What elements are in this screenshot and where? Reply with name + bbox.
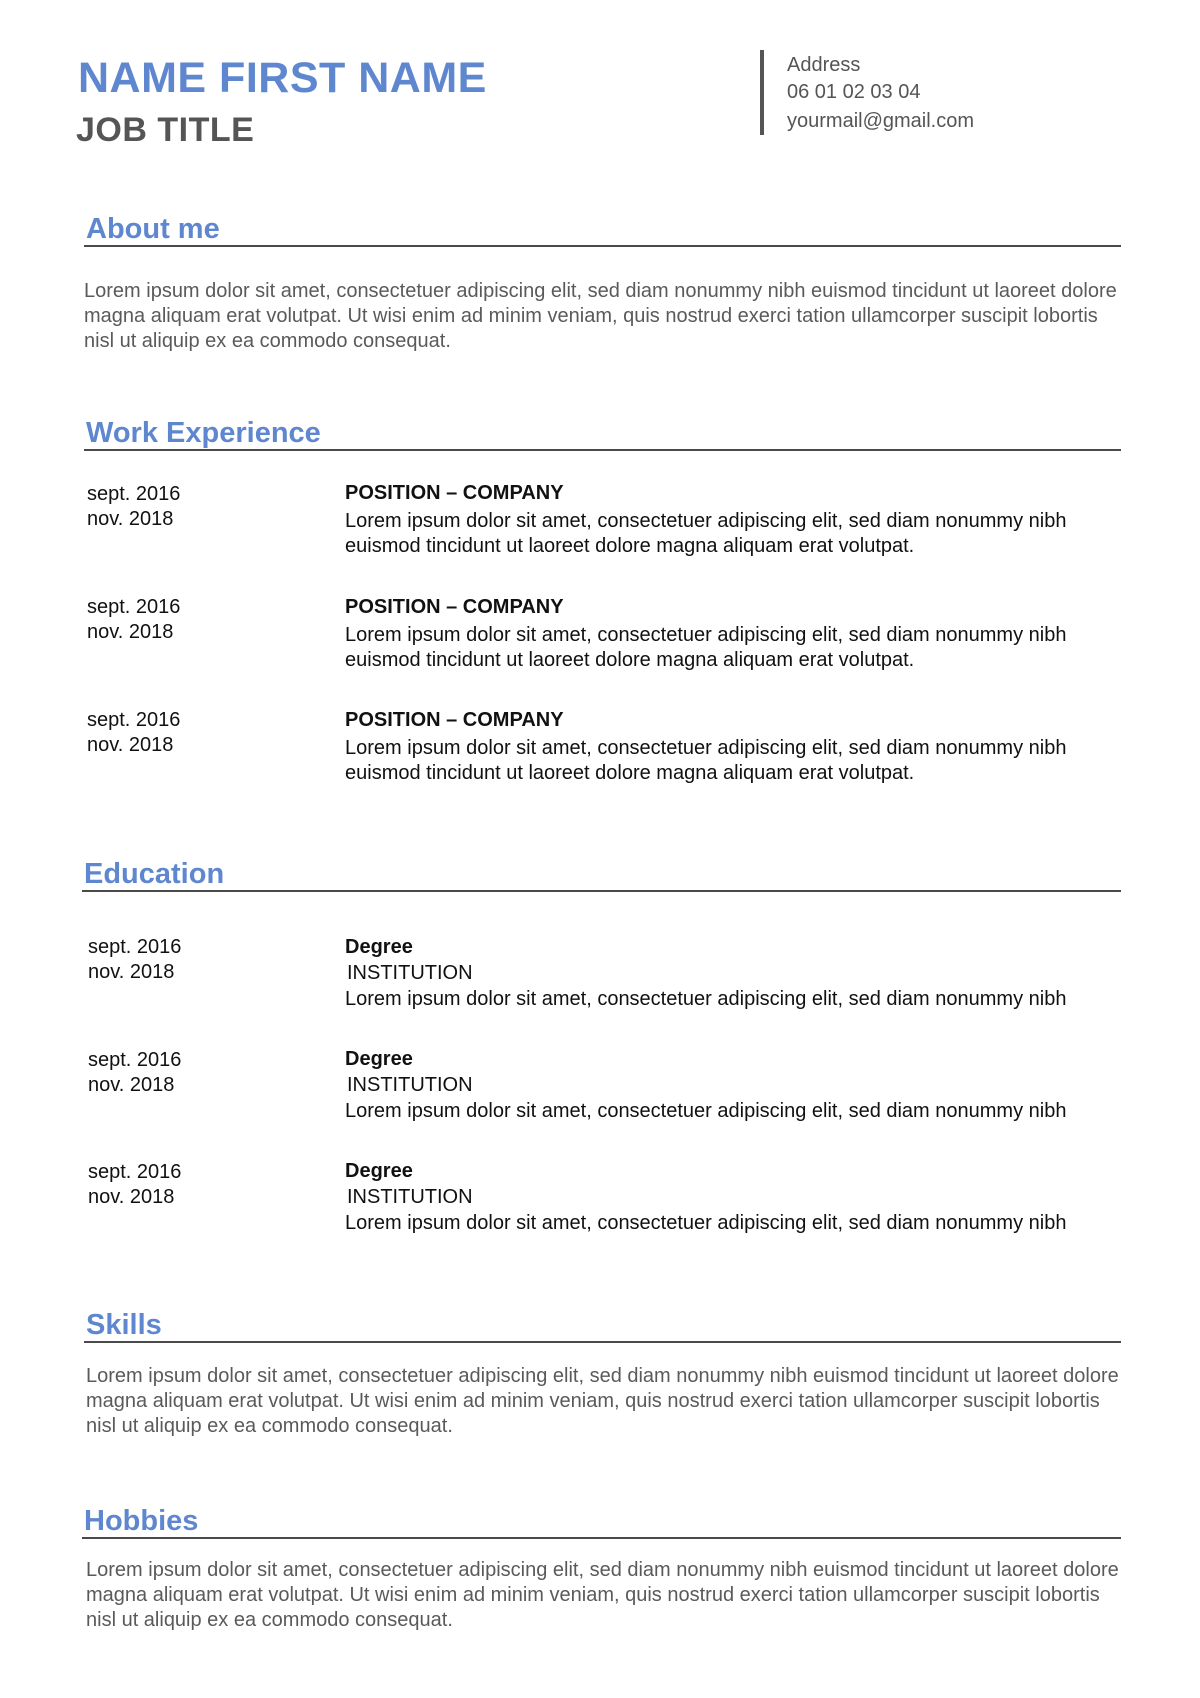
skills-title: Skills [86,1309,162,1341]
work-date [87,482,180,532]
hobbies-title: Hobbies [84,1505,199,1537]
work-description: Lorem ipsum dolor sit amet, consectetuer adipiscing elit, sed diam nonummy nibh euismod tincidunt ut laoreet dolore magna aliquam erat volutpat. [345,737,1067,784]
about-title: About me [86,213,220,245]
job-title: JOB TITLE [76,111,255,149]
work-title: Work Experience [86,417,321,449]
phone: 06 01 02 03 04 [787,81,921,103]
work-date [87,708,180,758]
education-entry [345,934,1145,1012]
education-description: Lorem ipsum dolor sit amet, consectetuer adipiscing elit, sed diam nonummy nibh [345,1100,1067,1122]
work-end: nov. 2018 [87,734,174,756]
education-degree: Degree [345,1160,413,1182]
about-rule [84,245,1121,247]
work-entry [345,595,1115,673]
education-entry [345,1046,1145,1124]
about-text: Lorem ipsum dolor sit amet, consectetuer adipiscing elit, sed diam nonummy nibh euismod tincidunt ut laoreet dolore magna aliquam erat volutpat. Ut wisi enim ad minim veniam, quis nostrud exerci tation ullamcorper suscipit lobortis nisl ut aliquip ex ea commodo consequat. [84,280,1117,352]
education-end: nov. 2018 [88,961,175,983]
email: yourmail@gmail.com [787,110,975,132]
education-rule [82,890,1121,892]
address: Address [787,54,861,76]
education-start: sept. 2016 [88,936,182,958]
education-institution: INSTITUTION [347,962,473,984]
work-position: POSITION – COMPANY [345,482,564,504]
contact-divider [760,50,764,135]
full-name: NAME FIRST NAME [78,54,487,102]
work-start: sept. 2016 [87,596,181,618]
education-description: Lorem ipsum dolor sit amet, consectetuer adipiscing elit, sed diam nonummy nibh [345,988,1067,1010]
skills-text: Lorem ipsum dolor sit amet, consectetuer adipiscing elit, sed diam nonummy nibh euismod tincidunt ut laoreet dolore magna aliquam erat volutpat. Ut wisi enim ad minim veniam, quis nostrud exerci tation ullamcorper suscipit lobortis nisl ut aliquip ex ea commodo consequat. [86,1365,1119,1437]
work-end: nov. 2018 [87,621,174,643]
education-degree: Degree [345,936,413,958]
work-description: Lorem ipsum dolor sit amet, consectetuer adipiscing elit, sed diam nonummy nibh euismod tincidunt ut laoreet dolore magna aliquam erat volutpat. [345,624,1067,671]
work-position: POSITION – COMPANY [345,709,564,731]
education-degree: Degree [345,1048,413,1070]
work-description: Lorem ipsum dolor sit amet, consectetuer adipiscing elit, sed diam nonummy nibh euismod tincidunt ut laoreet dolore magna aliquam erat volutpat. [345,510,1067,557]
education-date [88,935,181,985]
education-description: Lorem ipsum dolor sit amet, consectetuer adipiscing elit, sed diam nonummy nibh [345,1212,1067,1234]
work-end: nov. 2018 [87,508,174,530]
education-title: Education [84,858,225,890]
education-entry [345,1158,1145,1236]
work-entry [345,708,1115,786]
work-entry [345,481,1115,559]
skills-rule [84,1341,1121,1343]
hobbies-rule [82,1537,1121,1539]
hobbies-text: Lorem ipsum dolor sit amet, consectetuer adipiscing elit, sed diam nonummy nibh euismod tincidunt ut laoreet dolore magna aliquam erat volutpat. Ut wisi enim ad minim veniam, quis nostrud exerci tation ullamcorper suscipit lobortis nisl ut aliquip ex ea commodo consequat. [86,1559,1119,1631]
education-end: nov. 2018 [88,1074,175,1096]
work-rule [84,449,1121,451]
education-institution: INSTITUTION [347,1074,473,1096]
education-start: sept. 2016 [88,1161,182,1183]
work-date [87,595,180,645]
work-start: sept. 2016 [87,709,181,731]
education-start: sept. 2016 [88,1049,182,1071]
education-date [88,1048,181,1098]
education-institution: INSTITUTION [347,1186,473,1208]
work-start: sept. 2016 [87,483,181,505]
education-date [88,1160,181,1210]
education-end: nov. 2018 [88,1186,175,1208]
work-position: POSITION – COMPANY [345,596,564,618]
